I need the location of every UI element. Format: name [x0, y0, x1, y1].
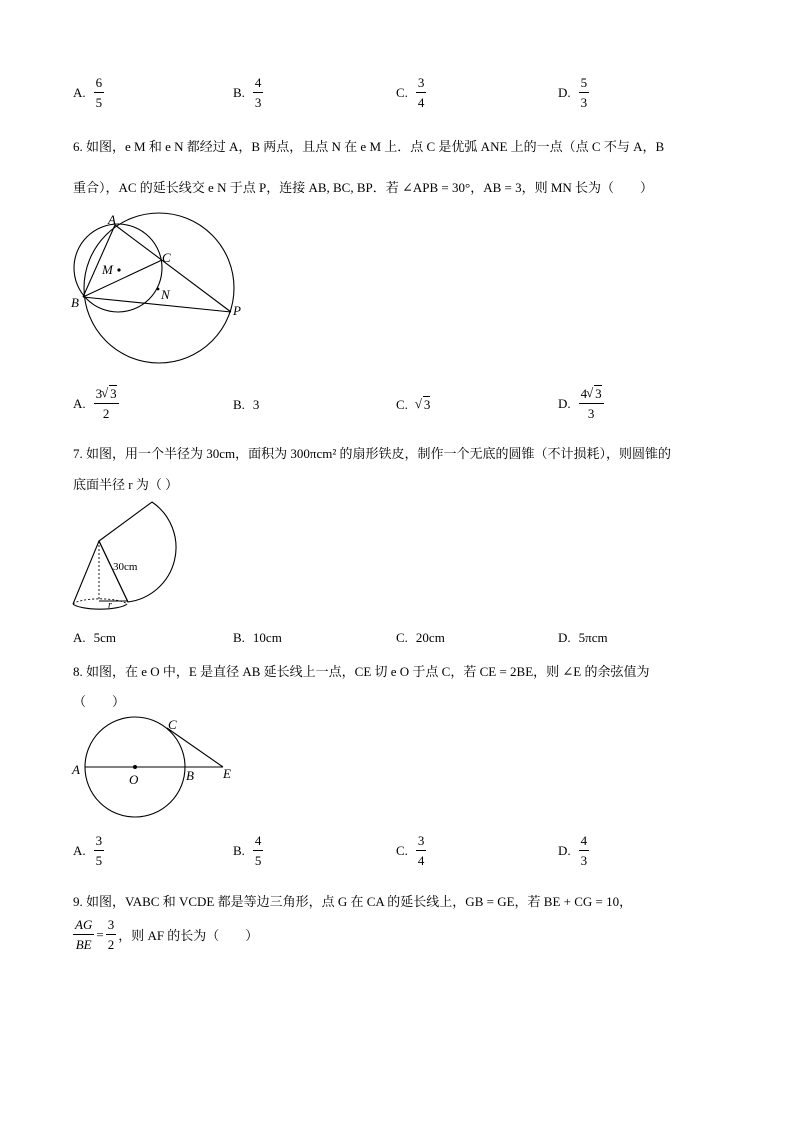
q9-stem-line2	[73, 918, 258, 951]
q6-stem-line1: 6. 如图，e M 和 e N 都经过 A，B 两点，且点 N 在 e M 上．点 C 是优弧 ANE 上的一点（点 C 不与 A，B	[73, 139, 665, 154]
q8-stem-line2: （ ）	[73, 694, 126, 709]
option-value: 10cm	[252, 630, 282, 645]
radicand: 3	[595, 386, 602, 401]
option-letter: D.	[558, 84, 571, 100]
option-letter: C.	[396, 630, 408, 645]
sqrt-symbol	[102, 387, 117, 400]
label-r: r	[108, 600, 112, 611]
option-value: 5cm	[93, 630, 117, 645]
label-p: P	[233, 303, 241, 318]
q7-figure	[66, 500, 176, 620]
option-letter: D.	[558, 395, 571, 411]
fraction: $\frac{3}{4}$	[417, 75, 425, 110]
base-front	[73, 604, 127, 609]
q6-option-a[interactable]	[73, 387, 119, 420]
fraction: $\frac{5}{3}$	[580, 75, 588, 110]
option-letter: C.	[396, 84, 408, 100]
option-letter: A.	[73, 395, 86, 411]
option-letter: C.	[396, 397, 408, 412]
fraction: $\frac{6}{5}$	[95, 75, 103, 110]
q7-stem-line2: 底面半径 r 为（ ）	[73, 477, 179, 492]
q9-stem-line1: 9. 如图，VABC 和 VCDE 都是等边三角形，点 G 在 CA 的延长线上，GB = GE，若 BE + CG = 10，	[73, 894, 633, 909]
point-o	[133, 765, 137, 769]
label-c: C	[168, 717, 177, 732]
radicand: 3	[423, 397, 431, 412]
q6-figure	[66, 212, 246, 372]
q8-option-d[interactable]	[558, 834, 589, 867]
circle-n	[84, 213, 234, 363]
fraction: $\frac{3}{5}$	[95, 833, 103, 868]
fraction: $\frac{3}{4}$	[417, 833, 425, 868]
label-b: B	[71, 295, 79, 310]
q5-option-c[interactable]	[396, 76, 426, 109]
sqrt-symbol	[587, 387, 602, 400]
option-letter: A.	[73, 842, 86, 858]
option-letter: D.	[558, 842, 571, 858]
option-value: 20cm	[415, 630, 445, 645]
sector-arc	[99, 502, 176, 602]
value-fraction: $\frac{3}{2}$	[107, 917, 115, 952]
option-letter: B.	[233, 397, 245, 412]
q7-option-c[interactable]	[396, 630, 445, 646]
segment-ap	[115, 225, 231, 312]
q5-option-d[interactable]	[558, 76, 589, 109]
q6-option-c[interactable]	[396, 397, 430, 413]
q8-stem-line1: 8. 如图，在 e O 中，E 是直径 AB 延长线上一点，CE 切 e O 于点 C，若 CE = 2BE，则 ∠E 的余弦值为	[73, 664, 650, 679]
fraction: $\frac{3√ 3}{2}$	[94, 387, 119, 420]
q8-figure	[70, 715, 240, 795]
q7-option-a[interactable]	[73, 630, 116, 646]
q7-option-b[interactable]	[233, 630, 282, 646]
segment-ce	[167, 728, 223, 767]
q7-stem-line1: 7. 如图，用一个半径为 30cm，面积为 300πcm² 的扇形铁皮，制作一个无底的圆锥（不计损耗），则圆锥的	[73, 446, 671, 461]
q5-option-b[interactable]	[233, 76, 263, 109]
label-b: B	[186, 768, 194, 783]
option-letter: B.	[233, 84, 245, 100]
sqrt-symbol	[416, 397, 431, 413]
point-m	[117, 268, 120, 271]
q6-option-b[interactable]	[233, 397, 259, 413]
radicand: 3	[110, 386, 117, 401]
option-letter: A.	[73, 84, 86, 100]
q7-option-d[interactable]	[558, 630, 608, 646]
label-o: O	[129, 772, 139, 787]
option-letter: B.	[233, 842, 245, 858]
option-letter: B.	[233, 630, 245, 645]
fraction: $\frac{4√ 3}{3}$	[579, 387, 604, 420]
label-a: A	[108, 212, 116, 227]
coefficient: 4	[580, 386, 588, 401]
equals-sign: =	[96, 926, 104, 942]
ratio-fraction: $\frac{AG}{BE}$	[75, 917, 93, 952]
fraction: $\frac{4}{3}$	[580, 833, 588, 868]
q5-option-a[interactable]	[73, 76, 104, 109]
fraction: $\frac{4}{3}$	[254, 75, 262, 110]
cone-side-left	[73, 541, 99, 604]
option-value: 3	[252, 397, 260, 412]
label-c: C	[162, 250, 171, 265]
q8-option-a[interactable]	[73, 834, 104, 867]
label-m: M	[102, 262, 113, 277]
label-e: E	[223, 766, 231, 781]
point-n	[157, 288, 160, 291]
q6-stem-line2: 重合），AC 的延长线交 e N 于点 P，连接 AB, BC, BP．若 ∠APB = 30°，AB = 3，则 MN 长为（ ）	[73, 180, 654, 195]
label-n: N	[161, 287, 170, 302]
option-letter: C.	[396, 842, 408, 858]
option-value: 5πcm	[578, 630, 608, 645]
option-letter: D.	[558, 630, 571, 645]
fraction: $\frac{4}{5}$	[254, 833, 262, 868]
q9-question-tail: ，则 AF 的长为（ ）	[118, 928, 259, 943]
q8-option-b[interactable]	[233, 834, 263, 867]
coefficient: 3	[95, 386, 103, 401]
segment-bc	[83, 260, 162, 297]
label-slant: 30cm	[113, 561, 138, 573]
label-a: A	[72, 762, 80, 777]
q8-option-c[interactable]	[396, 834, 426, 867]
option-letter: A.	[73, 630, 86, 645]
q6-option-d[interactable]	[558, 387, 604, 420]
